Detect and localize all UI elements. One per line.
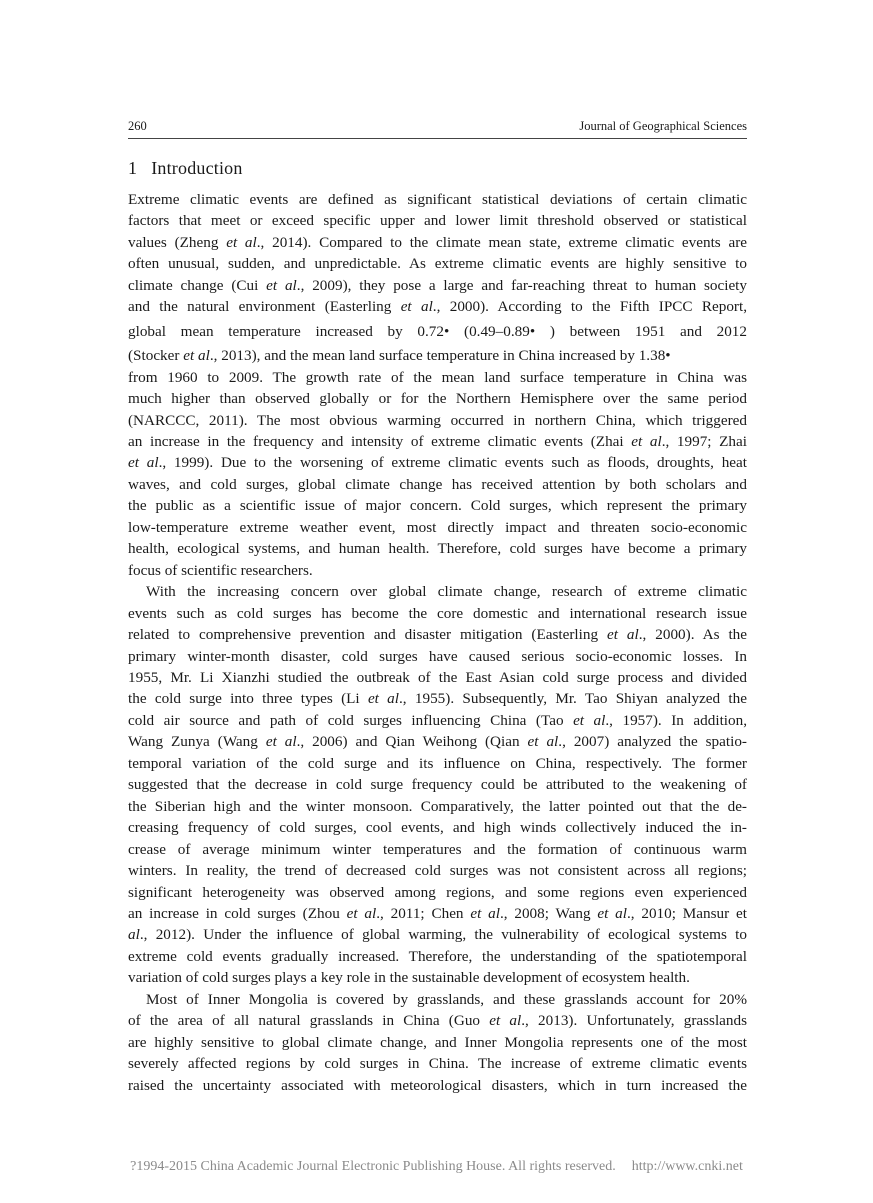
- text-line: 1955, Mr. Li Xianzhi studied the outbreak of the East Asian cold surge process and divided: [128, 668, 747, 686]
- text-line: extreme cold events gradually increased. Therefore, the understanding of the spatiotemporal: [128, 947, 747, 965]
- section-title: Introduction: [151, 158, 243, 178]
- text-line: (NARCCC, 2011). The most obvious warming occurred in northern China, which triggered: [128, 411, 747, 429]
- text-line: (Stocker et al., 2013), and the mean land surface temperature in China increased by 1.38•: [128, 347, 671, 365]
- text-line: winters. In reality, the trend of decreased cold surges was not consistent across all regions;: [128, 862, 747, 880]
- text-line: cold air source and path of cold surges influencing China (Tao et al., 1957). In addition,: [128, 711, 748, 729]
- text-line: events such as cold surges has become the core domestic and international research issue: [128, 604, 747, 622]
- section-number: 1: [128, 158, 138, 178]
- text-line: variation of cold surges plays a key role in the sustainable development of ecosystem health.: [128, 969, 690, 987]
- text-line: raised the uncertainty associated with meteorological disasters, which in turn increased the: [128, 1076, 747, 1094]
- text-line: Extreme climatic events are defined as significant statistical deviations of certain climatic: [128, 191, 747, 208]
- text-line: factors that meet or exceed specific upper and lower limit threshold observed or statistical: [128, 212, 747, 230]
- journal-name: Journal of Geographical Sciences: [579, 119, 747, 133]
- text-line: significant heterogeneity was observed among regions, and some regions even experienced: [128, 883, 747, 901]
- text-line: creasing frequency of cold surges, cool events, and high winds collectively induced the in-: [128, 819, 747, 837]
- text-line: With the increasing concern over global climate change, research of extreme climatic: [146, 583, 747, 601]
- text-line: low-temperature extreme weather event, most directly impact and threaten socio-economic: [128, 518, 747, 536]
- text-line: and the natural environment (Easterling et al., 2000). According to the Fifth IPCC Report,: [128, 298, 747, 316]
- text-line: global mean temperature increased by 0.72• (0.49–0.89• ) between 1951 and 2012: [128, 322, 747, 340]
- text-line: the public as a scientific issue of major concern. Cold surges, which represent the primary: [128, 497, 747, 515]
- running-header: [128, 116, 747, 139]
- text-line: values (Zheng et al., 2014). Compared to the climate mean state, extreme climatic events are: [128, 233, 748, 251]
- text-line: Most of Inner Mongolia is covered by grasslands, and these grasslands account for 20%: [146, 990, 747, 1008]
- text-line: Wang Zunya (Wang et al., 2006) and Qian Weihong (Qian et al., 2007) analyzed the spatio-: [128, 733, 747, 751]
- text-line: suggested that the decrease in cold surge frequency could be attributed to the weakening of: [128, 776, 747, 794]
- text-line: primary winter-month disaster, cold surges have caused serious socio-economic losses. In: [128, 647, 747, 665]
- text-line: severely affected regions by cold surges in China. The increase of extreme climatic events: [128, 1055, 747, 1073]
- text-line: the Siberian high and the winter monsoon. Comparatively, the latter pointed out that the de-: [128, 797, 747, 815]
- text-line: waves, and cold surges, global climate change has received attention by both scholars and: [128, 475, 747, 493]
- text-line: crease of average minimum winter temperatures and the formation of continuous warm: [128, 840, 747, 858]
- text-line: the cold surge into three types (Li et al., 1955). Subsequently, Mr. Tao Shiyan analyzed the: [128, 690, 747, 708]
- text-line: climate change (Cui et al., 2009), they pose a large and far-reaching threat to human society: [128, 276, 747, 294]
- page-number: 260: [128, 119, 147, 133]
- text-line: health, ecological systems, and human health. Therefore, cold surges have become a primary: [128, 540, 747, 558]
- text-line: from 1960 to 2009. The growth rate of the mean land surface temperature in China was: [128, 368, 747, 386]
- text-line: related to comprehensive prevention and disaster mitigation (Easterling et al., 2000). As the: [128, 626, 747, 644]
- body-text: [128, 189, 747, 1096]
- text-line: et al., 1999). Due to the worsening of extreme climatic events such as floods, droughts, heat: [128, 454, 747, 472]
- text-line: al., 2012). Under the influence of global warming, the vulnerability of ecological systems to: [128, 926, 747, 944]
- text-line: an increase in cold surges (Zhou et al., 2011; Chen et al., 2008; Wang et al., 2010; Mansur et: [128, 904, 747, 922]
- text-line: of the area of all natural grasslands in China (Guo et al., 2013). Unfortunately, grasslands: [128, 1012, 747, 1030]
- footer-url[interactable]: http://www.cnki.net: [631, 1159, 743, 1174]
- section-heading: [128, 158, 243, 179]
- text-line: temporal variation of the cold surge and its influence on China, respectively. The former: [128, 754, 747, 772]
- text-line: an increase in the frequency and intensity of extreme climatic events (Zhai et al., 1997; Zhai: [128, 432, 747, 450]
- text-line: much higher than observed globally or for the Northern Hemisphere over the same period: [128, 390, 747, 408]
- text-line: focus of scientific researchers.: [128, 561, 313, 579]
- page-footer: [0, 1159, 873, 1175]
- copyright-notice: ?1994-2015 China Academic Journal Electronic Publishing House. All rights reserved.: [130, 1159, 616, 1174]
- text-line: often unusual, sudden, and unpredictable. As extreme climatic events are highly sensitive to: [128, 255, 747, 273]
- text-line: are highly sensitive to global climate change, and Inner Mongolia represents one of the most: [128, 1033, 747, 1051]
